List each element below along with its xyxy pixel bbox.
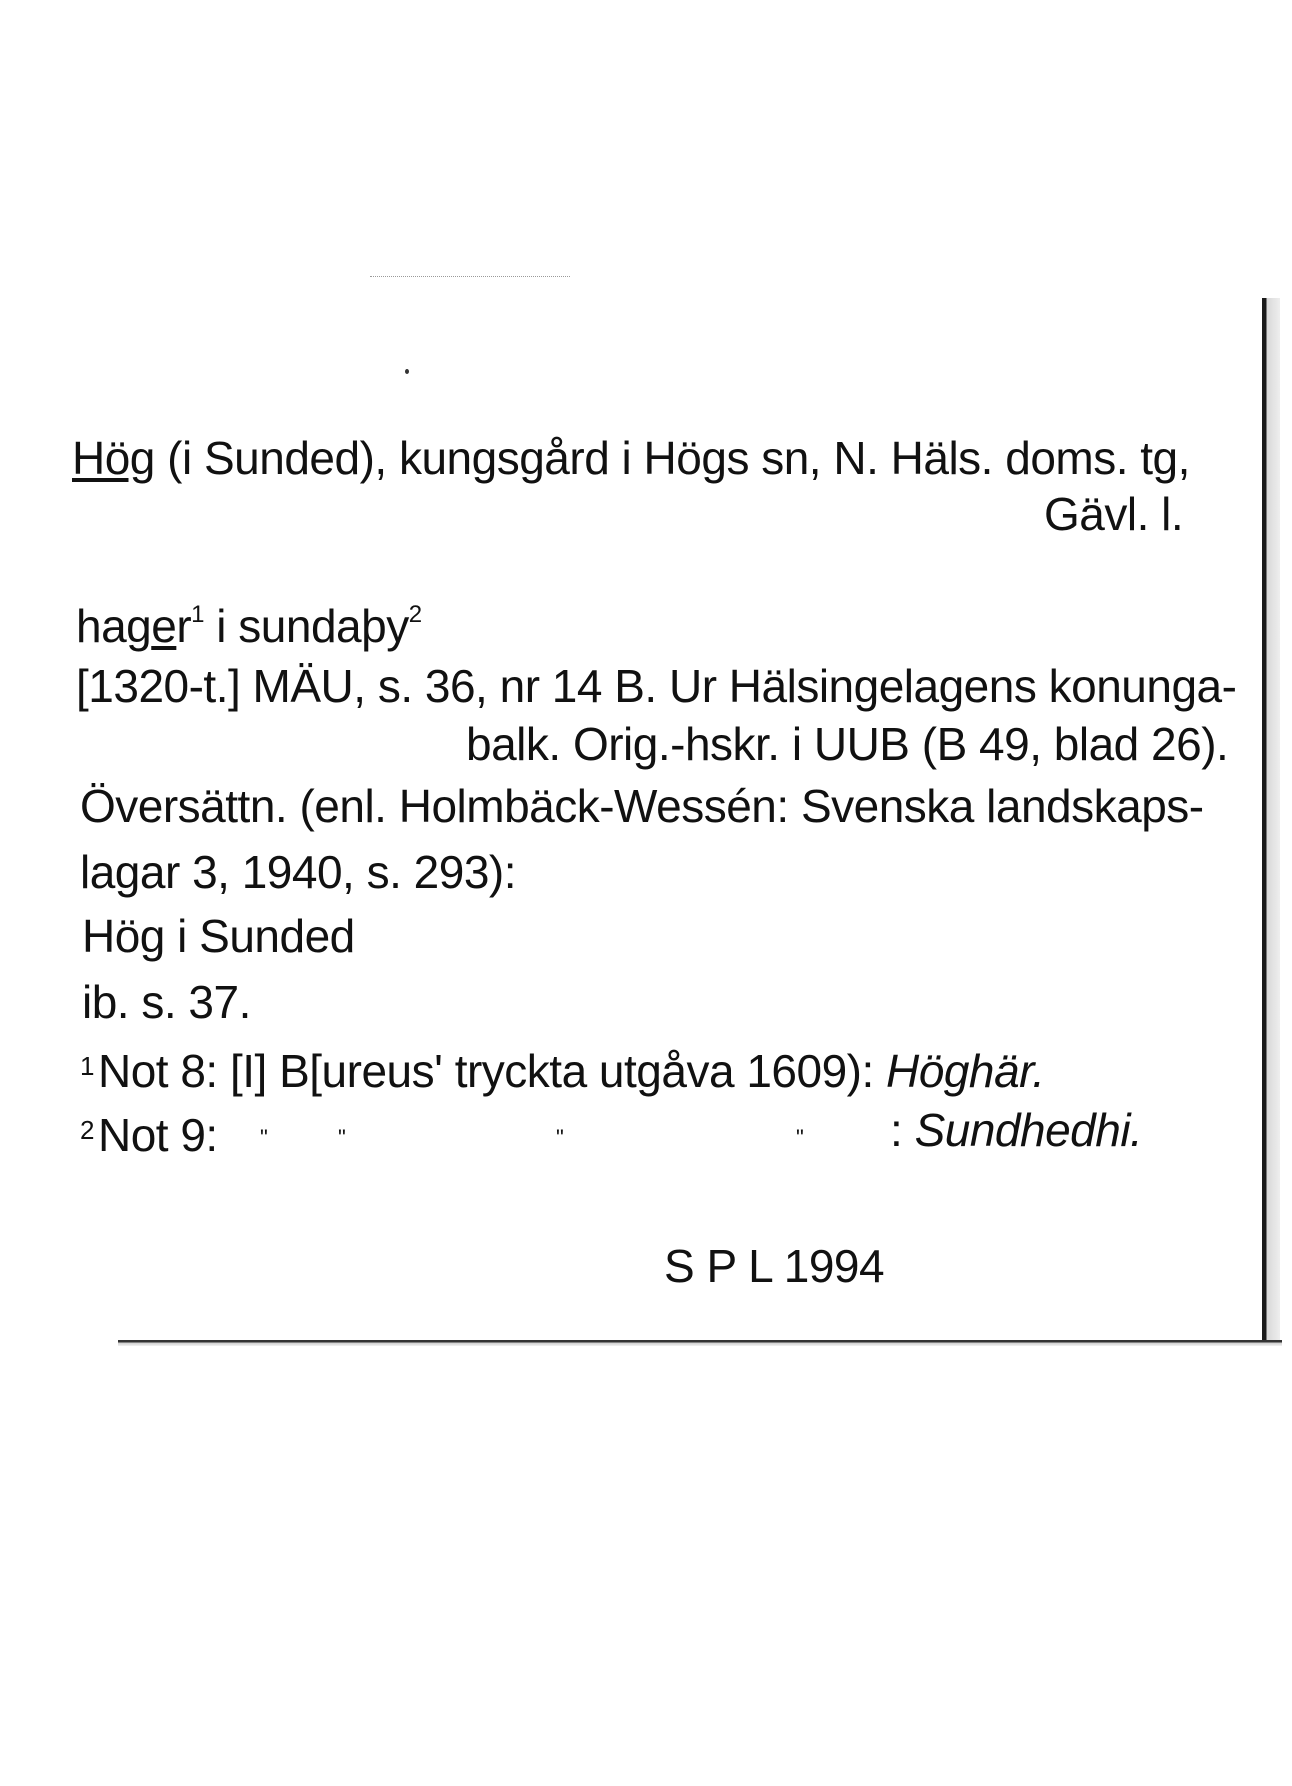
- scan-dots: [370, 276, 570, 277]
- heading-line-1: [72, 432, 1190, 484]
- translation-line-2: lagar 3, 1940, s. 293):: [80, 846, 517, 898]
- footnote-2-form: Sundhedhi.: [914, 1104, 1143, 1156]
- scan-speck: [405, 369, 409, 374]
- footnote-2-number: 2: [80, 1115, 94, 1145]
- footnote-2: $^2$Not 9: " " " " : Sundhedhi.: [80, 1104, 1160, 1161]
- footnote-1-form: Höghär.: [886, 1045, 1045, 1097]
- source-line-2: balk. Orig.-hskr. i UUB (B 49, blad 26).: [466, 718, 1229, 770]
- ditto-mark-1: ": [260, 1125, 268, 1150]
- translation-value: Hög i Sunded: [82, 910, 355, 962]
- footnote-ref-1: 1: [191, 601, 205, 628]
- signature: S P L 1994: [664, 1240, 885, 1292]
- footnote-1: $^1$Not 8: [I] B[ureus' tryckta utgåva 1609): Höghär.: [80, 1045, 1045, 1097]
- source-line-1: [1320-t.] MÄU, s. 36, nr 14 B. Ur Hälsingelagens konunga-: [76, 660, 1237, 712]
- card-edge-right: [1262, 298, 1280, 1340]
- heading-line-2: Gävl. l.: [1044, 488, 1184, 540]
- ditto-mark-2: ": [338, 1125, 346, 1150]
- card-edge-bottom: [118, 1340, 1282, 1346]
- ditto-mark-4: ": [796, 1125, 804, 1150]
- translation-line-1: Översättn. (enl. Holmbäck-Wessén: Svenska landskaps-: [80, 780, 1204, 832]
- translation-ref: ib. s. 37.: [82, 976, 251, 1028]
- historical-form: hager$^1$ i sundaþy$^2$: [76, 600, 422, 652]
- footnote-1-number: 1: [80, 1051, 94, 1081]
- footnote-ref-2: 2: [408, 601, 422, 628]
- place-name: Hög: [72, 432, 155, 484]
- ditto-mark-3: ": [556, 1125, 564, 1150]
- heading-description: (i Sunded), kungsgård i Högs sn, N. Häls. doms. tg,: [154, 432, 1190, 484]
